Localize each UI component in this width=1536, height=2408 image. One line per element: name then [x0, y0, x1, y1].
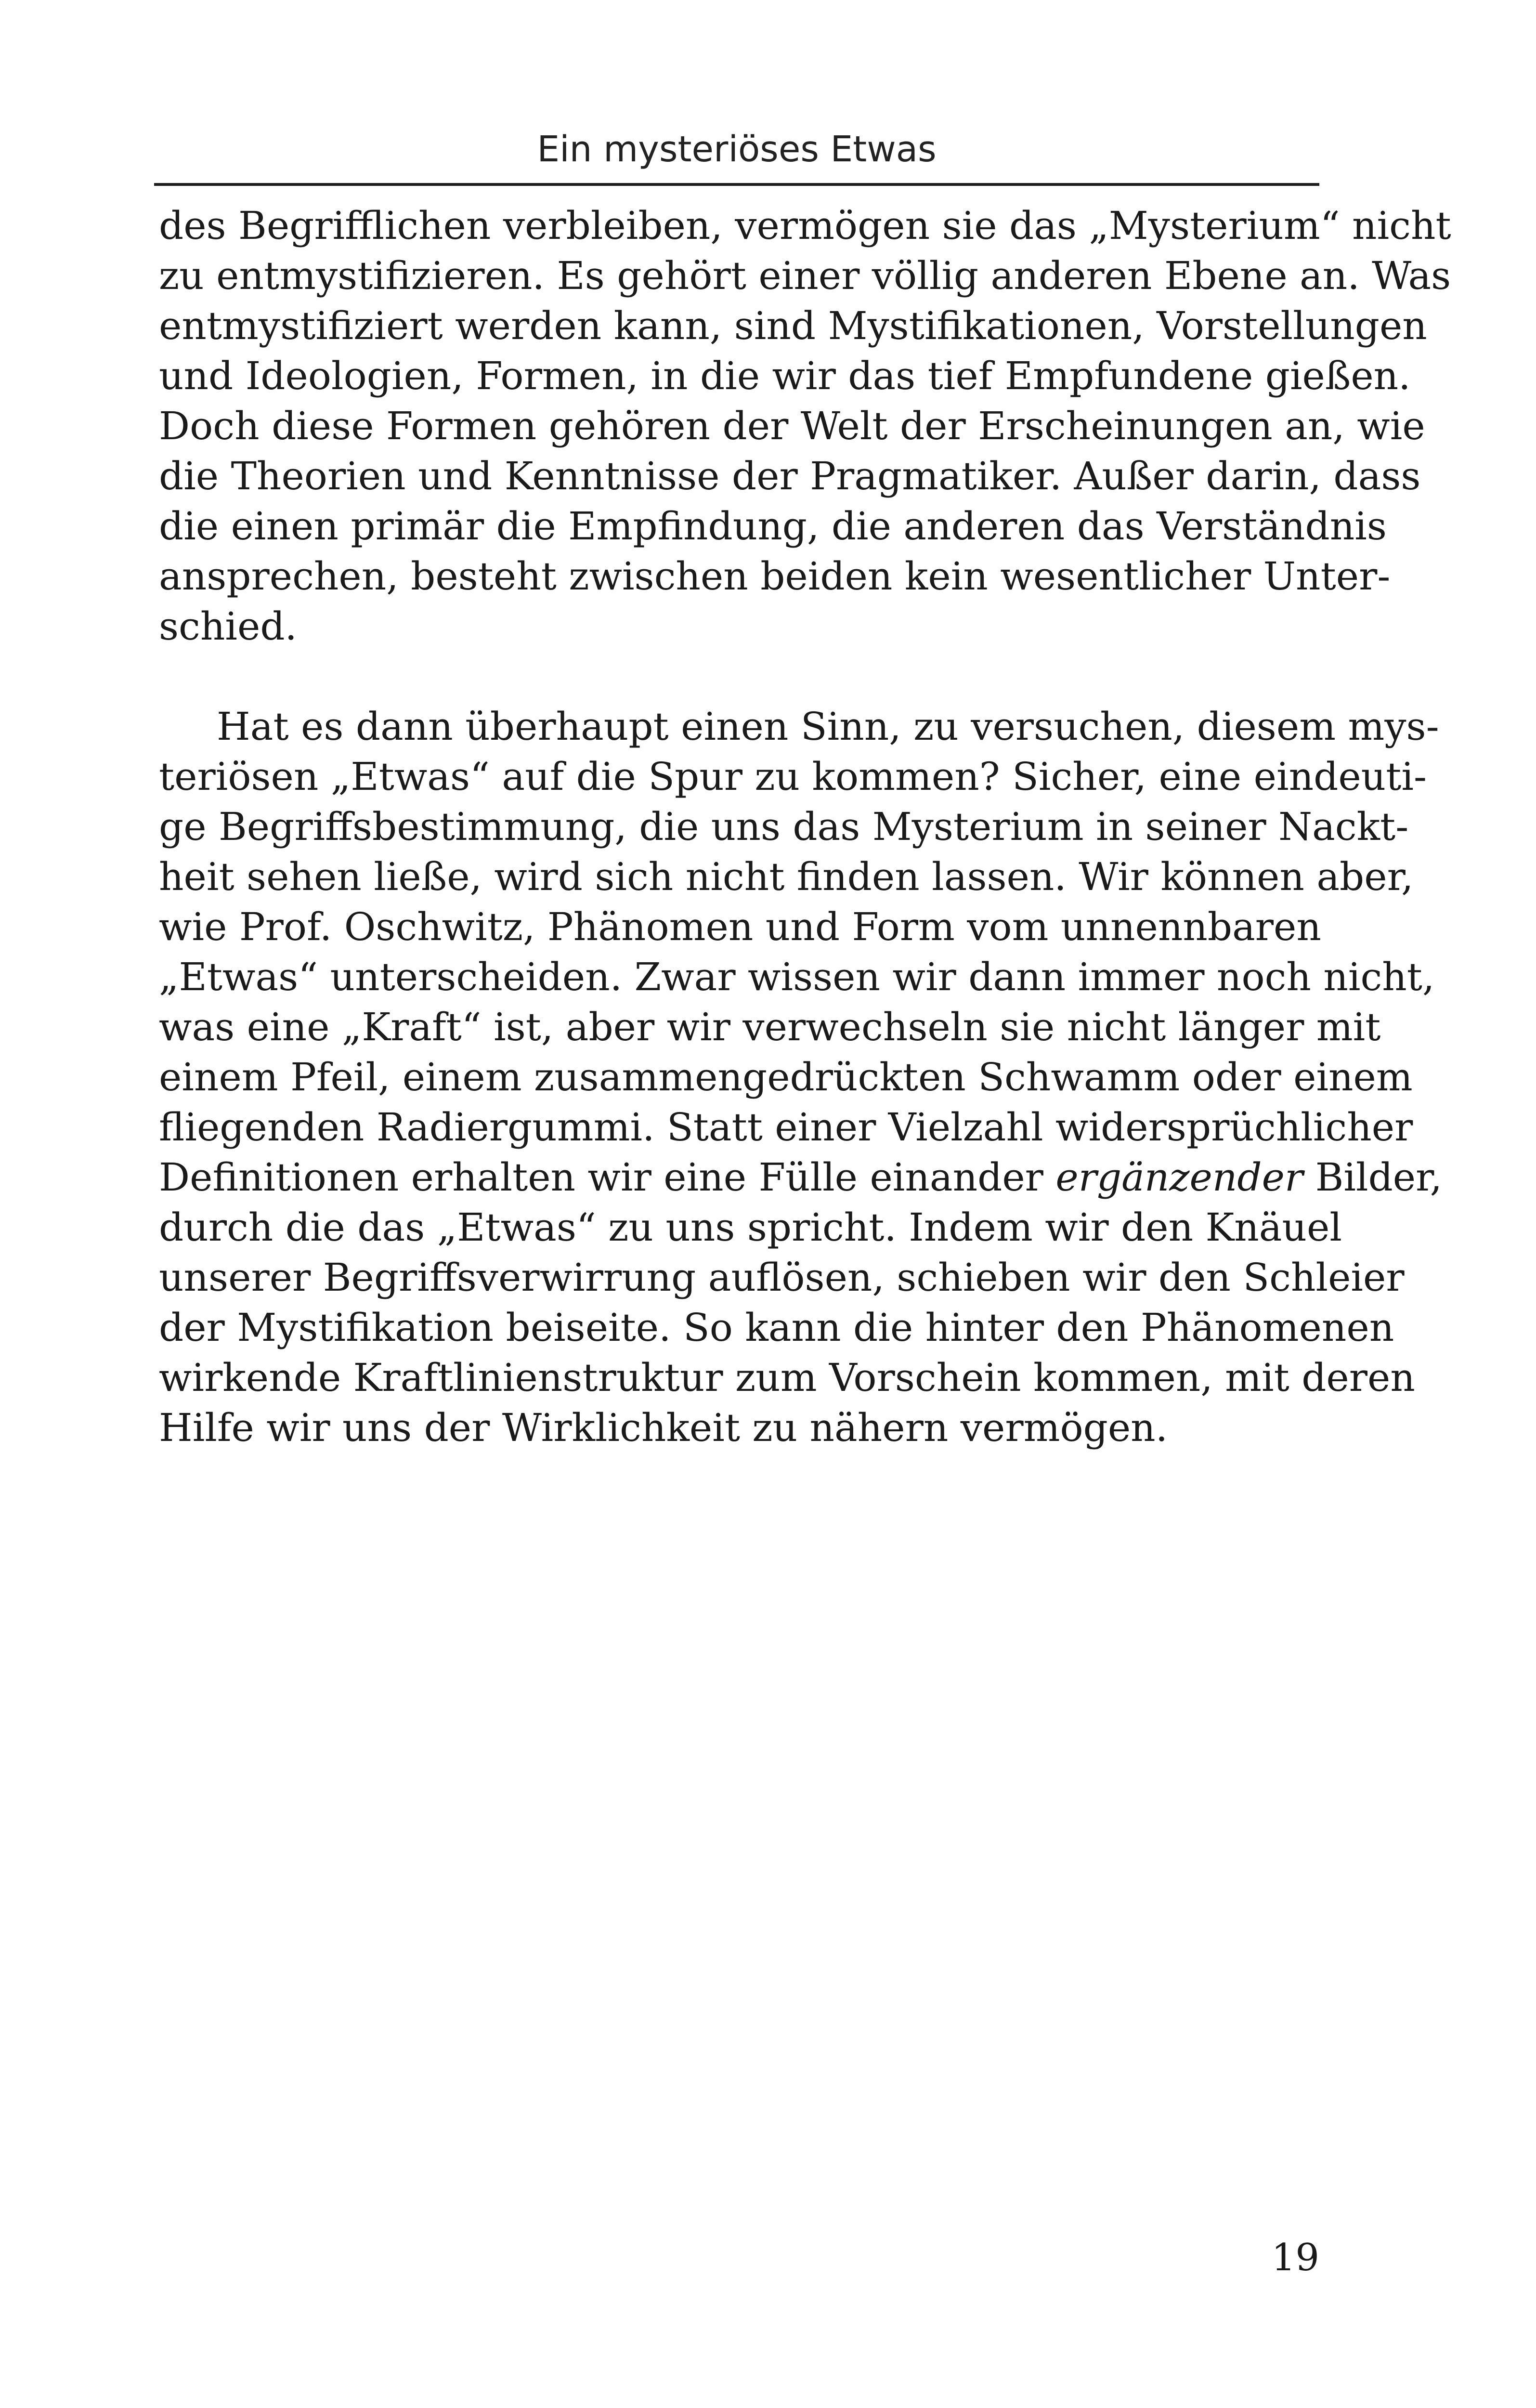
text-line: schied. — [159, 604, 297, 649]
text-segment: Definitionen erhalten wir eine Fülle einander — [159, 1155, 1043, 1200]
text-line-with-emphasis — [159, 1152, 1443, 1203]
text-line: die Theorien und Kenntnisse der Pragmatiker. Außer darin, dass — [159, 454, 1421, 498]
text-line: Hat es dann überhaupt einen Sinn, zu versuchen, diesem mys- — [217, 704, 1439, 749]
text-line: zu entmystifizieren. Es gehört einer völlig anderen Ebene an. Was — [159, 253, 1451, 298]
text-line: der Mystifikation beiseite. So kann die hinter den Phänomenen — [159, 1305, 1394, 1350]
text-line: ge Begriffsbestimmung, die uns das Mysterium in seiner Nackt- — [159, 804, 1409, 849]
text-line: die einen primär die Empfindung, die anderen das Verständnis — [159, 504, 1387, 549]
emphasized-word: ergänzender — [1055, 1155, 1303, 1200]
running-header: Ein mysteriöses Etwas — [537, 129, 937, 170]
text-line: heit sehen ließe, wird sich nicht finden lassen. Wir können aber, — [159, 854, 1414, 899]
text-segment: Bilder, — [1303, 1155, 1443, 1200]
text-line: einem Pfeil, einem zusammengedrückten Schwamm oder einem — [159, 1055, 1413, 1099]
text-line: Doch diese Formen gehören der Welt der Erscheinungen an, wie — [159, 404, 1425, 448]
text-line: was eine „Kraft“ ist, aber wir verwechseln sie nicht länger mit — [159, 1005, 1381, 1049]
text-line: teriösen „Etwas“ auf die Spur zu kommen? Sicher, eine eindeuti- — [159, 754, 1427, 799]
text-line: ansprechen, besteht zwischen beiden kein wesentlicher Unter- — [159, 554, 1391, 599]
header-rule — [154, 183, 1319, 186]
text-line: entmystifiziert werden kann, sind Mystifikationen, Vorstellungen — [159, 303, 1427, 348]
text-line: „Etwas“ unterscheiden. Zwar wissen wir dann immer noch nicht, — [159, 955, 1435, 999]
page-number: 19 — [1271, 2236, 1319, 2279]
text-line: unserer Begriffsverwirrung auflösen, schieben wir den Schleier — [159, 1255, 1405, 1300]
text-line: und Ideologien, Formen, in die wir das tief Empfundene gießen. — [159, 353, 1411, 398]
text-line: durch die das „Etwas“ zu uns spricht. Indem wir den Knäuel — [159, 1205, 1342, 1250]
text-line: Hilfe wir uns der Wirklichkeit zu nähern vermögen. — [159, 1405, 1168, 1450]
text-line: des Begrifflichen verbleiben, vermögen sie das „Mysterium“ nicht — [159, 203, 1451, 248]
paragraph-gap — [159, 652, 1319, 702]
text-line: fliegenden Radiergummi. Statt einer Vielzahl widersprüchlicher — [159, 1105, 1413, 1150]
body-text — [159, 201, 1451, 1453]
text-line: wirkende Kraftlinienstruktur zum Vorschein kommen, mit deren — [159, 1355, 1415, 1400]
text-line: wie Prof. Oschwitz, Phänomen und Form vom unnennbaren — [159, 904, 1321, 949]
